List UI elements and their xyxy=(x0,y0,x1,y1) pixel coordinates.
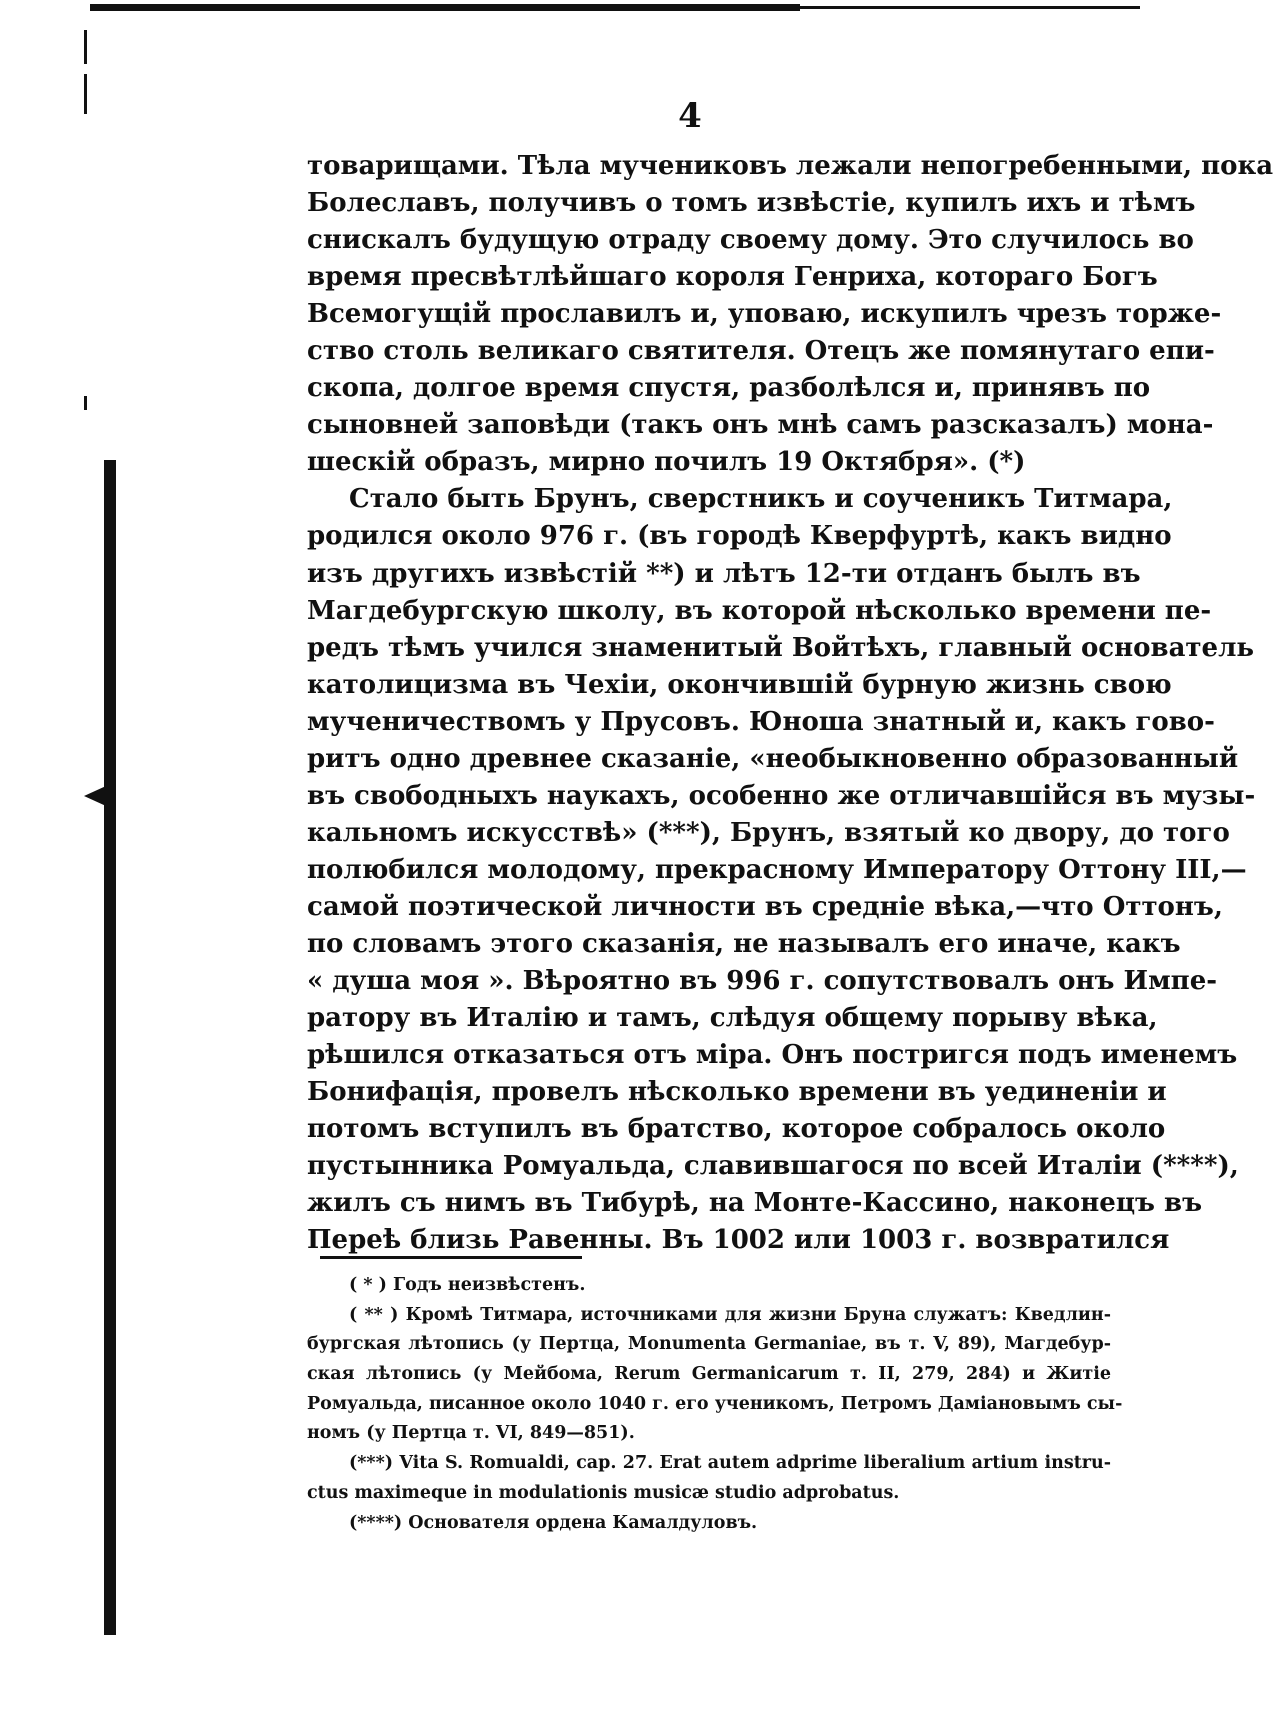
text-line: шескій образъ, мирно почилъ 19 Октября». (*) xyxy=(307,447,1026,478)
top-rule-extension xyxy=(800,6,1140,9)
text-line: потомъ вступилъ въ братство, которое собралось около xyxy=(307,1114,1166,1145)
footnote-4: (****) Основателя ордена Камалдуловъ. xyxy=(349,1512,758,1533)
text-line: снискалъ будущую отраду своему дому. Это случилось во xyxy=(307,225,1194,256)
footnote-line: ctus maximeque in modulationis musicæ studio adprobatus. xyxy=(307,1482,900,1503)
text-line: рѣшился отказаться отъ міра. Онъ постригся подъ именемъ xyxy=(307,1040,1238,1071)
text-line: сыновней заповѣди (такъ онъ мнѣ самъ разсказалъ) мона- xyxy=(307,410,1214,441)
text-line: Бонифація, провелъ нѣсколько времени въ уединеніи и xyxy=(307,1077,1167,1108)
text-line: изъ другихъ извѣстій **) и лѣтъ 12-ти отданъ былъ въ xyxy=(307,558,1141,589)
footnote-line: номъ (у Пертца т. VI, 849—851). xyxy=(307,1423,635,1444)
margin-mark xyxy=(84,74,87,114)
footnotes xyxy=(307,1271,1123,1538)
text-line: самой поэтической личности въ средніе вѣка,—что Оттонъ, xyxy=(307,891,1223,922)
text-line: Переѣ близь Равенны. Въ 1002 или 1003 г. возвратился xyxy=(307,1225,1170,1256)
text-line: полюбился молодому, прекрасному Императору Оттону III,— xyxy=(307,854,1247,885)
text-line: ратору въ Италію и тамъ, слѣдуя общему порыву вѣка, xyxy=(307,1003,1158,1034)
text-line: по словамъ этого сказанія, не называлъ его иначе, какъ xyxy=(307,928,1181,959)
text-line: Магдебургскую школу, въ которой нѣсколько времени пе- xyxy=(307,595,1212,626)
paragraph-start: Стало быть Брунъ, сверстникъ и соученикъ Титмара, xyxy=(349,484,1173,515)
footnote-1: ( * ) Годъ неизвѣстенъ. xyxy=(349,1275,586,1295)
margin-mark xyxy=(84,396,87,410)
text-line: товарищами. Тѣла мучениковъ лежали непогребенными, пока xyxy=(307,151,1273,181)
footnote-line: ская лѣтопись (у Мейбома, Rerum Germanicarum т. II, 279, 284) и Житіе xyxy=(307,1364,1111,1385)
text-line: пустынника Ромуальда, славившагося по всей Италіи (****), xyxy=(307,1151,1239,1182)
text-line: жилъ съ нимъ въ Тибурѣ, на Монте-Кассино, наконецъ въ xyxy=(307,1188,1203,1219)
text-line: родился около 976 г. (въ городѣ Кверфуртѣ, какъ видно xyxy=(307,521,1172,552)
text-line: время пресвѣтлѣйшаго короля Генриха, котораго Богъ xyxy=(307,262,1158,293)
text-line: ритъ одно древнее сказаніе, «необыкновенно образованный xyxy=(307,743,1239,774)
margin-mark xyxy=(84,30,87,64)
text-line: ство столь великаго святителя. Отецъ же помянутаго епи- xyxy=(307,336,1215,367)
body-text xyxy=(307,148,1273,1259)
footnote-3: (***) Vita S. Romualdi, cap. 27. Erat autem adprime liberalium artium instru- xyxy=(349,1453,1111,1474)
binding-notch xyxy=(84,786,106,806)
top-rule xyxy=(90,4,800,11)
text-line: въ свободныхъ наукахъ, особенно же отличавшійся въ музы- xyxy=(307,780,1256,811)
footnote-2: ( ** ) Кромѣ Титмара, источниками для жизни Бруна служатъ: Кведлин- xyxy=(349,1304,1111,1325)
footnote-divider xyxy=(320,1256,582,1259)
text-line: мученичествомъ у Прусовъ. Юноша знатный и, какъ гово- xyxy=(307,706,1215,737)
text-line: редъ тѣмъ учился знаменитый Войтѣхъ, главный основатель xyxy=(307,632,1255,663)
footnote-line: бургская лѣтопись (у Пертца, Monumenta Germaniae, въ т. V, 89), Магдебур- xyxy=(307,1334,1111,1355)
text-line: кальномъ искусствѣ» (***), Брунъ, взятый ко двору, до того xyxy=(307,817,1230,848)
text-line: католицизма въ Чехіи, окончившій бурную жизнь свою xyxy=(307,669,1172,700)
binding-edge xyxy=(104,460,116,1635)
text-line: скопа, долгое время спустя, разболѣлся и, принявъ по xyxy=(307,373,1151,404)
footnote-line: Ромуальда, писанное около 1040 г. его ученикомъ, Петромъ Даміановымъ сы- xyxy=(307,1393,1123,1414)
text-line: Болеславъ, получивъ о томъ извѣстіе, купилъ ихъ и тѣмъ xyxy=(307,188,1196,219)
text-line: « душа моя ». Вѣроятно въ 996 г. сопутствовалъ онъ Импе- xyxy=(307,966,1218,997)
text-line: Всемогущій прославилъ и, уповаю, искупилъ чрезъ торже- xyxy=(307,299,1222,330)
page-number: 4 xyxy=(678,96,702,136)
